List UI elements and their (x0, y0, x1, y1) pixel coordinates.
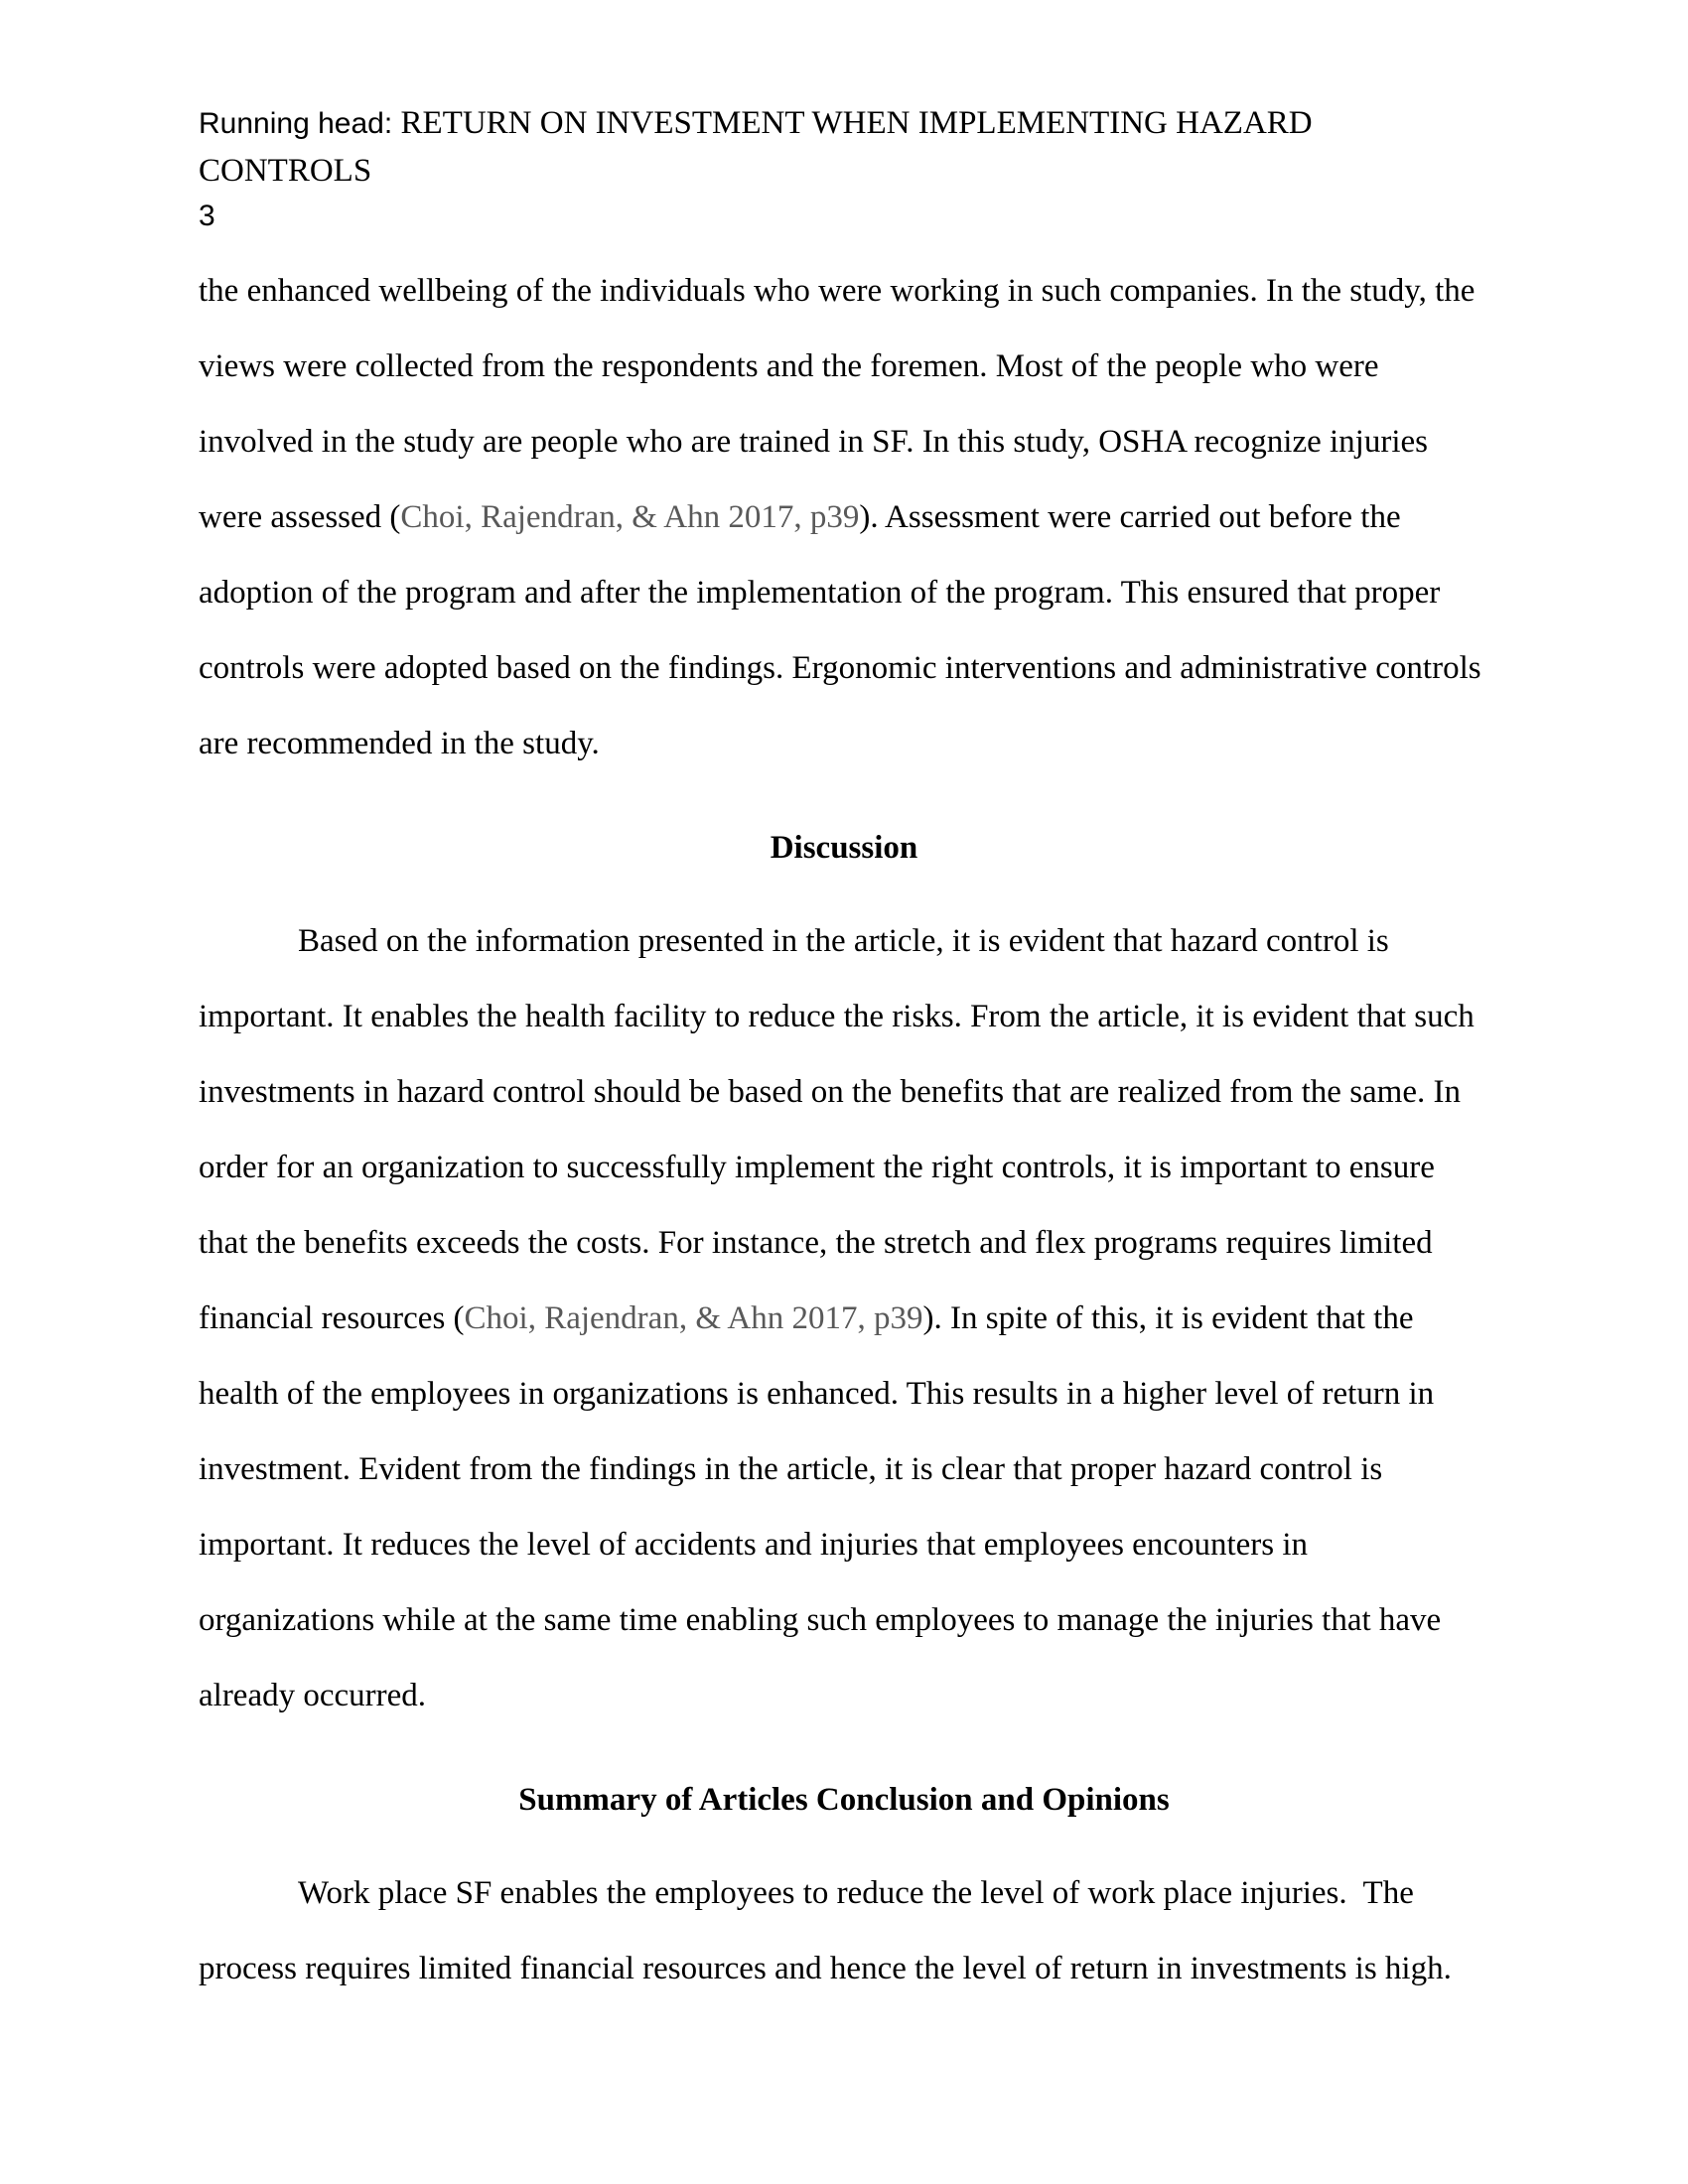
paragraph-3: Work place SF enables the employees to reduce the level of work place injuries. The process requires limited financial resources and hence the level of return in investments is high. (199, 1875, 1452, 1986)
paragraph-1 (199, 253, 1489, 781)
running-head-line (199, 99, 1489, 194)
page-number: 3 (199, 200, 215, 232)
section-heading-discussion: Discussion (770, 830, 918, 866)
paragraph-1-text-continued: ). Assessment were carried out before the adoption of the program and after the implementation of the program. This ensured that proper controls were adopted based on the findings. Ergonomic interventions and administrative controls are recommended in the study. (199, 499, 1489, 761)
document-body (199, 253, 1489, 2006)
citation-2: Choi, Rajendran, & Ahn 2017, p39 (464, 1300, 923, 1336)
running-head (199, 99, 1489, 239)
paragraph-1-text: the enhanced wellbeing of the individuals who were working in such companies. In the study, the views were collected from the respondents and the foremen. Most of the people who were involved in the study are people who are trained in SF. In this study, OSHA recognize injuries were assessed ( (199, 273, 1483, 535)
citation-1: Choi, Rajendran, & Ahn 2017, p39 (400, 499, 860, 535)
paragraph-2 (199, 903, 1489, 1733)
paragraph-2-text: Based on the information presented in the article, it is evident that hazard control is important. It enables the health facility to reduce the risks. From the article, it is evident that such investments in hazard control should be based on the benefits that are realized from the same. In order for an organization to successfully implement the right controls, it is important to ensure that the benefits exceeds the costs. For instance, the stretch and flex programs requires limited financial resources ( (199, 923, 1483, 1336)
running-head-label: Running head: (199, 107, 401, 140)
section-heading-summary: Summary of Articles Conclusion and Opinions (518, 1782, 1170, 1818)
paragraph-2-text-continued: ). In spite of this, it is evident that the health of the employees in organizations is enhanced. This results in a higher level of return in investment. Evident from the findings in the article, it is clear that proper hazard control is important. It reduces the level of accidents and injuries that employees encounters in organizations while at the same time enabling such employees to manage the injuries that have already occurred. (199, 1300, 1450, 1713)
running-head-title: RETURN ON INVESTMENT WHEN IMPLEMENTING HAZARD CONTROLS (199, 105, 1313, 189)
page-content (199, 99, 1489, 2006)
